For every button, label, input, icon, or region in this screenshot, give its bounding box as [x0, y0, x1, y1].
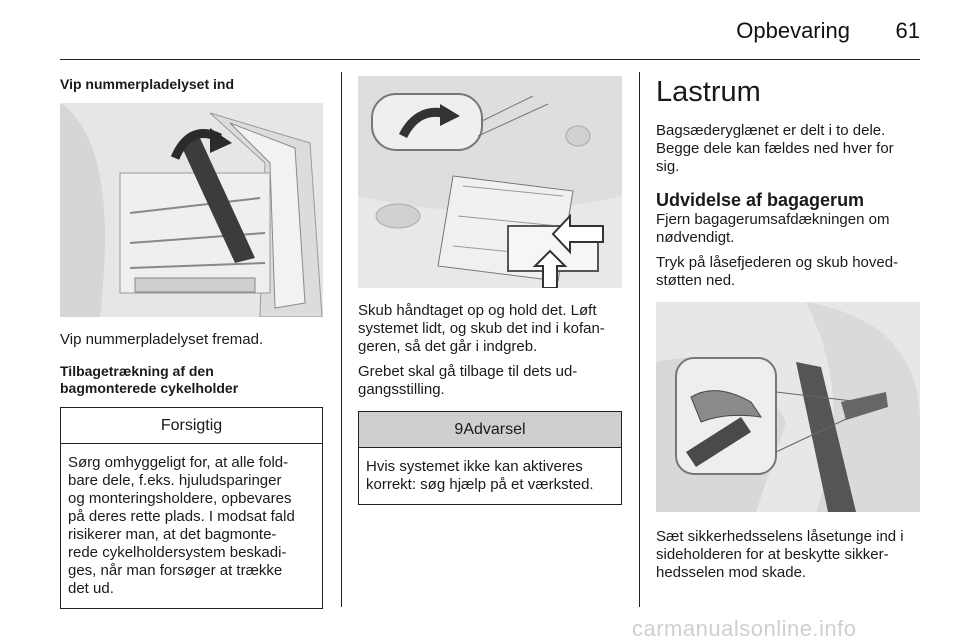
- warning-title-text: Advarsel: [463, 421, 526, 438]
- column-divider: [341, 72, 342, 607]
- paragraph: [656, 211, 920, 247]
- header-rule: [60, 59, 920, 60]
- warning-title: [359, 412, 621, 448]
- section-heading: Vip nummerpladelyset ind: [60, 76, 235, 92]
- subheading: [60, 363, 323, 397]
- text-line: Grebet skal gå tilbage til dets ud-: [358, 363, 578, 380]
- text-line: sideholderen for at beskytte sikker-: [656, 546, 889, 563]
- figure-caption: [656, 528, 920, 582]
- seatbelt-holder-illustration: [656, 302, 920, 512]
- text-line: hedsselen mod skade.: [656, 564, 807, 581]
- text-line: geren, så det går i indgreb.: [358, 338, 538, 355]
- column-left: [60, 76, 323, 609]
- text-line: nødvendigt.: [656, 229, 735, 246]
- warning-text: [359, 448, 621, 504]
- text-line: Bagsæderyglænet er delt i to dele.: [656, 122, 886, 139]
- text-line: sig.: [656, 158, 680, 175]
- subsection-title: Udvidelse af bagagerum: [656, 190, 865, 210]
- caution-line: bare dele, f.eks. hjuludsparinger: [68, 472, 282, 489]
- caution-line: ges, når man forsøger at trække: [68, 562, 283, 579]
- text-line: Skub håndtaget op og hold det. Løft: [358, 302, 597, 319]
- paragraph: [656, 254, 920, 290]
- caution-text: [61, 444, 322, 608]
- section-title: Lastrum: [656, 76, 761, 108]
- text-line: Begge dele kan fældes ned hver for: [656, 140, 894, 157]
- subheading-line: bagmonterede cykelholder: [60, 380, 239, 396]
- text-line: støtten ned.: [656, 272, 736, 289]
- warning-line: korrekt: søg hjælp på et værksted.: [366, 476, 594, 493]
- column-middle: [358, 76, 622, 505]
- paragraph: [358, 302, 622, 356]
- paragraph: [358, 363, 622, 399]
- text-line: gangsstilling.: [358, 381, 445, 398]
- text-line: systemet lidt, og skub det ind i kofan-: [358, 320, 605, 337]
- subheading-line: Tilbagetrækning af den: [60, 363, 214, 379]
- page-header: [0, 0, 960, 60]
- warning-line: Hvis systemet ikke kan aktiveres: [366, 458, 583, 475]
- bike-carrier-illustration: [358, 76, 622, 288]
- caution-line: det ud.: [68, 580, 114, 597]
- figure-caption: Vip nummerpladelyset fremad.: [60, 331, 264, 348]
- text-line: Sæt sikkerhedsselens låsetunge ind i: [656, 528, 904, 545]
- caution-line: på deres rette plads. I modsat fald: [68, 508, 295, 525]
- intro-paragraph: [656, 122, 920, 176]
- caution-box: [60, 407, 323, 609]
- caution-line: Sørg omhyggeligt for, at alle fold-: [68, 454, 289, 471]
- text-line: Fjern bagagerumsafdækningen om: [656, 211, 890, 228]
- column-right: [656, 76, 920, 582]
- text-line: Tryk på låsefjederen og skub hoved-: [656, 254, 899, 271]
- warning-symbol-icon: 9: [454, 421, 464, 438]
- watermark: carmanualsonline.info: [632, 616, 857, 641]
- column-divider: [639, 72, 640, 607]
- caution-line: og monteringsholdere, opbevares: [68, 490, 292, 507]
- warning-box: [358, 411, 622, 505]
- page-title: Opbevaring: [736, 18, 850, 43]
- page-number: 61: [895, 18, 920, 43]
- license-plate-light-illustration: [60, 103, 323, 317]
- caution-line: rede cykelholdersystem beskadi-: [68, 544, 287, 561]
- caution-line: risikerer man, at det bagmonte-: [68, 526, 277, 543]
- caution-title: Forsigtig: [61, 408, 322, 444]
